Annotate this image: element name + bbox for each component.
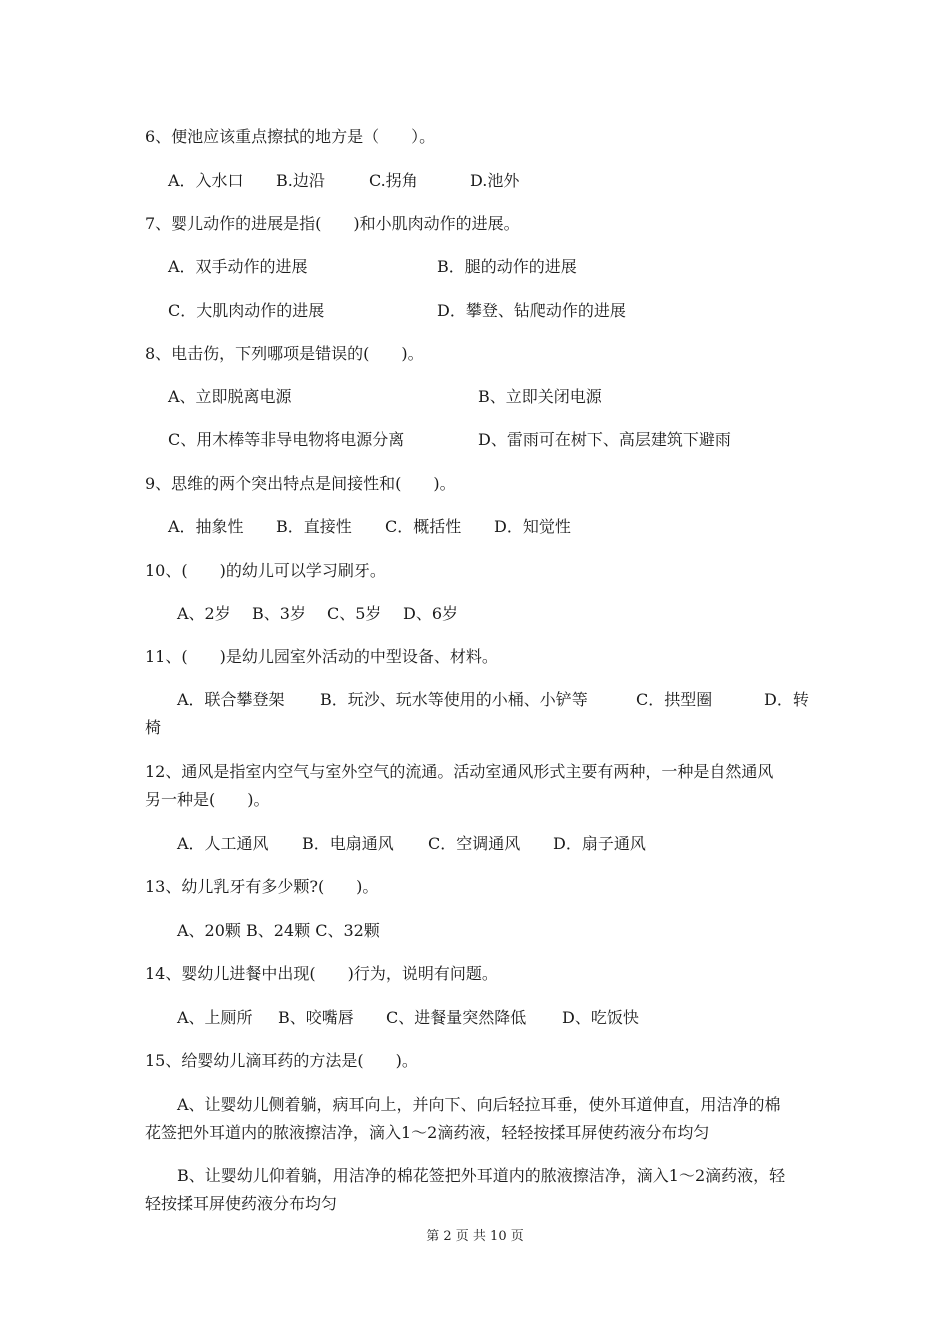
question-6-stem: 6、便池应该重点擦拭的地方是（ ）。: [145, 127, 436, 146]
question-8-option-a: A、立即脱离电源: [168, 387, 292, 406]
question-12-option-d: D．扇子通风: [553, 834, 646, 853]
question-14-option-a: A、上厕所: [177, 1008, 253, 1027]
question-8-option-b: B、立即关闭电源: [478, 387, 602, 406]
question-9-option-d: D．知觉性: [494, 517, 571, 536]
question-7-option-b: B．腿的动作的进展: [437, 257, 577, 276]
question-11-option-b: B．玩沙、玩水等使用的小桶、小铲等: [320, 690, 588, 709]
question-8-option-d: D、雷雨可在树下、高层建筑下避雨: [478, 430, 731, 449]
page-footer: 第 2 页 共 10 页: [426, 1229, 524, 1244]
question-9-option-a: A．抽象性: [168, 517, 244, 536]
question-11-stem: 11、( )是幼儿园室外活动的中型设备、材料。: [145, 647, 498, 666]
question-9-option-b: B．直接性: [276, 517, 352, 536]
question-11-option-a: A．联合攀登架: [177, 690, 285, 709]
question-14-option-d: D、吃饭快: [562, 1008, 639, 1027]
question-15-stem: 15、给婴幼儿滴耳药的方法是( )。: [145, 1051, 418, 1070]
question-10-option-d: D、6岁: [403, 604, 459, 623]
question-6-option-a: A．入水口: [168, 171, 244, 190]
question-10-stem: 10、( )的幼儿可以学习刷牙。: [145, 561, 386, 580]
question-8-stem: 8、电击伤，下列哪项是错误的( )。: [145, 344, 424, 363]
question-14-stem: 14、婴幼儿进餐中出现( )行为，说明有问题。: [145, 964, 498, 983]
question-6-option-c: C.拐角: [369, 171, 418, 190]
question-12-stem-continued: 另一种是( )。: [145, 790, 270, 809]
question-7-option-a: A．双手动作的进展: [168, 257, 308, 276]
question-15-option-a-line-1: A、让婴幼儿侧着躺，病耳向上，并向下、向后轻拉耳垂，使外耳道伸直，用洁净的棉: [177, 1095, 781, 1114]
question-12-stem: 12、通风是指室内空气与室外空气的流通。活动室通风形式主要有两种，一种是自然通风: [145, 762, 774, 781]
question-15-option-b-line-1: B、让婴幼儿仰着躺，用洁净的棉花签把外耳道内的脓液擦洁净，滴入1～2滴药液，轻: [177, 1166, 786, 1185]
question-10-option-a: A、2岁: [177, 604, 231, 623]
question-6-option-d: D.池外: [470, 171, 520, 190]
question-9-stem: 9、思维的两个突出特点是间接性和( )。: [145, 474, 456, 493]
question-8-option-c: C、用木棒等非导电物将电源分离: [168, 430, 405, 449]
question-14-option-c: C、进餐量突然降低: [386, 1008, 527, 1027]
question-11-option-c: C．拱型圈: [636, 690, 713, 709]
question-10-option-c: C、5岁: [327, 604, 382, 623]
question-10-option-b: B、3岁: [252, 604, 306, 623]
question-13-stem: 13、幼儿乳牙有多少颗?( )。: [145, 877, 379, 896]
question-15-option-a-line-2: 花签把外耳道内的脓液擦洁净，滴入1～2滴药液，轻轻按揉耳屏使药液分布均匀: [145, 1123, 710, 1142]
question-7-stem: 7、婴儿动作的进展是指( )和小肌肉动作的进展。: [145, 214, 520, 233]
question-12-option-a: A．人工通风: [177, 834, 269, 853]
question-15-option-b-line-2: 轻按揉耳屏使药液分布均匀: [145, 1194, 338, 1213]
question-9-option-c: C．概括性: [385, 517, 462, 536]
question-12-option-b: B．电扇通风: [302, 834, 394, 853]
question-11-option-d: D．转: [764, 690, 809, 709]
question-7-option-d: D．攀登、钻爬动作的进展: [437, 301, 626, 320]
question-14-option-b: B、咬嘴唇: [278, 1008, 354, 1027]
question-13-options: A、20颗 B、24颗 C、32颗: [177, 921, 380, 940]
question-12-option-c: C．空调通风: [428, 834, 521, 853]
question-6-option-b: B.边沿: [276, 171, 325, 190]
question-7-option-c: C．大肌肉动作的进展: [168, 301, 325, 320]
question-11-option-d-wrap: 椅: [145, 718, 162, 737]
